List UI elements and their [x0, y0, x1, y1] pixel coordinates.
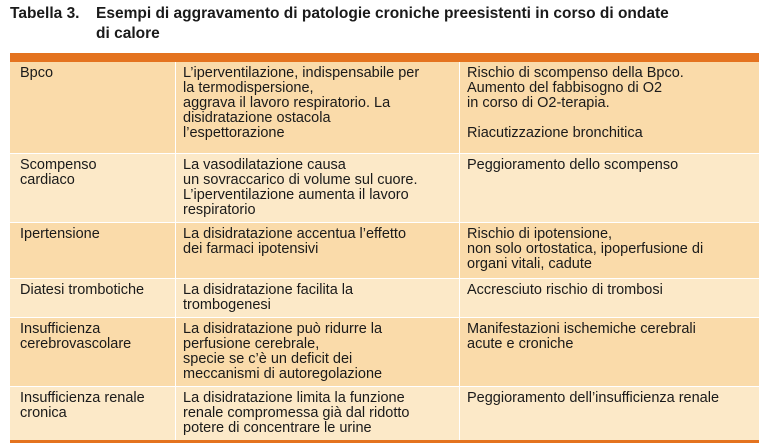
table-row	[10, 317, 759, 386]
consequence-cell: Accresciuto rischio di trombosi	[459, 279, 759, 317]
condition-cell: Ipertensione	[20, 226, 100, 242]
table-row	[10, 386, 759, 440]
consequence-cell: Peggioramento dell’insufficienza renale	[459, 387, 759, 440]
condition-cell: Insufficienza cerebrovascolare	[20, 321, 132, 352]
consequence-cell: Peggioramento dello scompenso	[459, 154, 759, 222]
mechanism-cell: La disidratazione facilita la trombogenesi	[175, 279, 459, 317]
table-row	[10, 62, 759, 153]
condition-cell: Insufficienza renale cronica	[20, 390, 145, 421]
table-row	[10, 153, 759, 222]
condition-cell: Diatesi trombotiche	[20, 282, 145, 298]
caption-title-line1: Esempi di aggravamento di patologie croniche preesistenti in corso di ondate	[96, 5, 669, 22]
mechanism-cell: La disidratazione limita la funzione renale compromessa già dal ridotto potere di concentrare le urine	[175, 387, 459, 440]
mechanism-cell: La disidratazione accentua l’effetto dei farmaci ipotensivi	[175, 223, 459, 278]
table-row	[10, 278, 759, 317]
caption-label: Tabella 3.	[10, 5, 80, 22]
table-row	[10, 222, 759, 278]
mechanism-cell: L’iperventilazione, indispensabile per la termodispersione, aggrava il lavoro respiratorio. La disidratazione ostacola l’espettorazione	[175, 62, 459, 153]
mechanism-cell: La vasodilatazione causa un sovraccarico di volume sul cuore. L’iperventilazione aumenta il lavoro respiratorio	[175, 154, 459, 222]
data-table	[10, 53, 759, 443]
consequence-cell: Rischio di ipotensione, non solo ortostatica, ipoperfusione di organi vitali, cadute	[459, 223, 759, 278]
condition-cell: Bpco	[20, 65, 54, 81]
condition-cell: Scompenso cardiaco	[20, 157, 97, 188]
consequence-cell: Manifestazioni ischemiche cerebrali acute e croniche	[459, 318, 759, 386]
caption-title-line2: di calore	[96, 25, 160, 42]
consequence-cell: Rischio di scompenso della Bpco. Aumento del fabbisogno di O2 in corso di O2-terapia. Riacutizzazione bronchitica	[459, 62, 759, 153]
mechanism-cell: La disidratazione può ridurre la perfusione cerebrale, specie se c’è un deficit dei meccanismi di autoregolazione	[175, 318, 459, 386]
table-caption	[10, 4, 760, 44]
